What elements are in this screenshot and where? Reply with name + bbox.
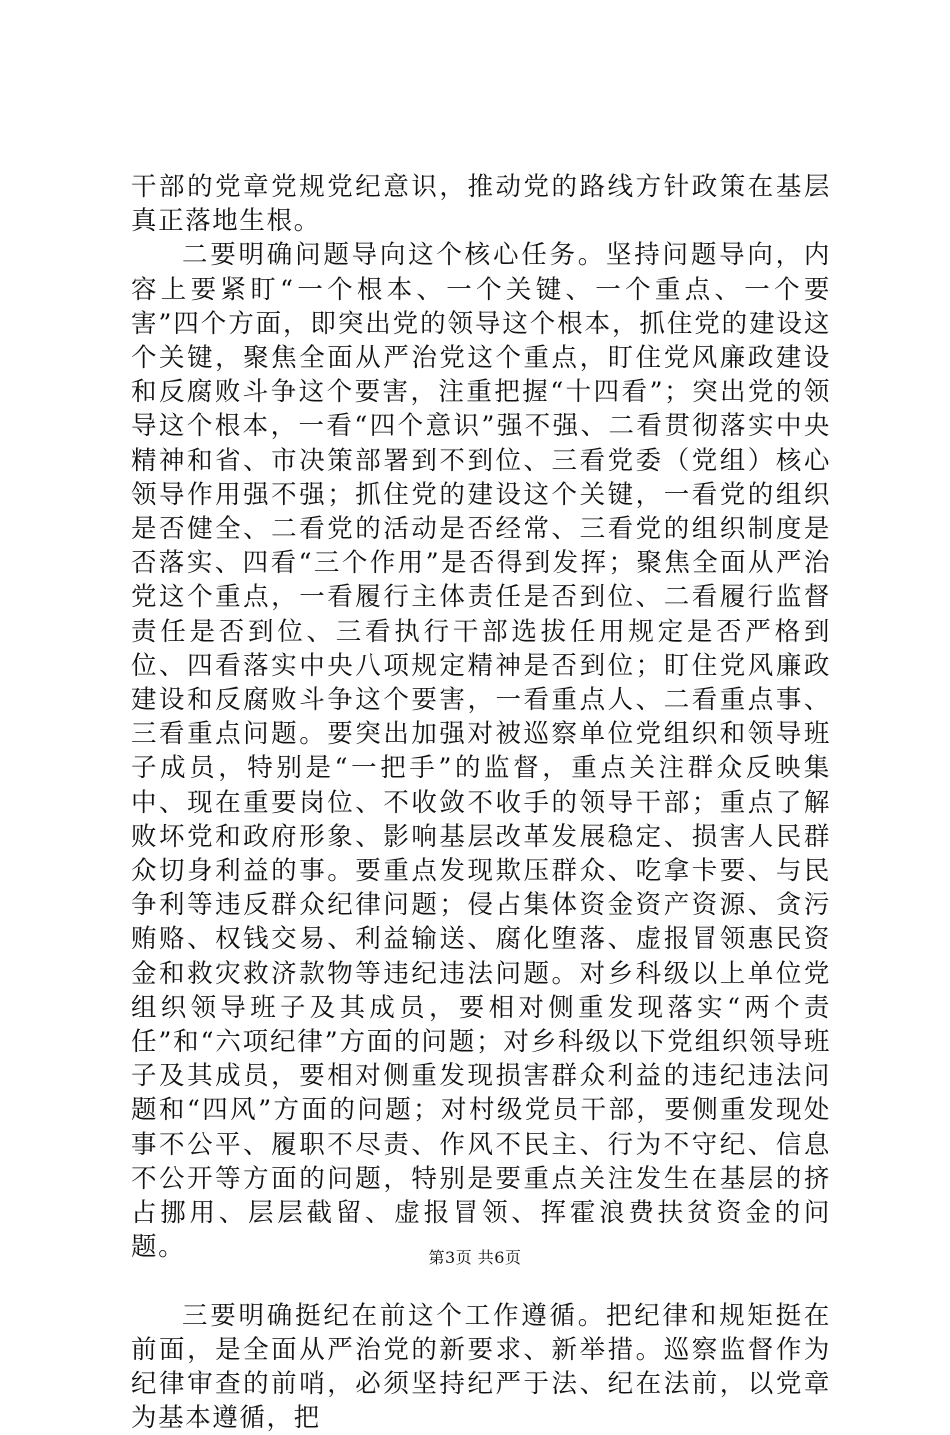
paragraph-problem-orientation: 二要明确问题导向这个核心任务。坚持问题导向，内容上要紧盯“一个根本、一个关键、一个重点、一个要害”四个方面，即突出党的领导这个根本，抓住党的建设这个关键，聚焦全面从严治党这个重点，盯住党风廉政建设和反腐败斗争这个要害，注重把握“十四看”；突出党的领导这个根本，一看“四个意识”强不强、二看贯彻落实中央精神和省、市决策部署到不到位、三看党委（党组）核心领导作用强不强；抓住党的建设这个关键，一看党的组织是否健全、二看党的活动是否经常、三看党的组织制度是否落实、四看“三个作用”是否得到发挥；聚焦全面从严治党这个重点，一看履行主体责任是否到位、二看履行监督责任是否到位、三看执行干部选拔任用规定是否严格到位、四看落实中央八项规定精神是否到位；盯住党风廉政建设和反腐败斗争这个要害，一看重点人、二看重点事、三看重点问题。要突出加强对被巡察单位党组织和领导班子成员，特别是“一把手”的监督，重点关注群众反映集中、现在重要岗位、不收敛不收手的领导干部；重点了解败坏党和政府形象、影响基层改革发展稳定、损害人民群众切身利益的事。要重点发现欺压群众、吃拿卡要、与民争利等违反群众纪律问题；侵占集体资金资产资源、贪污贿赂、权钱交易、利益输送、腐化堕落、虚报冒领惠民资金和救灾救济款物等违纪违法问题。对乡科级以上单位党组织领导班子及其成员，要相对侧重发现落实“两个责任”和“六项纪律”方面的问题；对乡科级以下党组织领导班子及其成员，要相对侧重发现损害群众利益的违纪违法问题和“四风”方面的问题；对村级党员干部，要侧重发现处事不公平、履职不尽责、作风不民主、行为不守纪、信息不公开等方面的问题，特别是要重点关注发生在基层的挤占挪用、层层截留、虚报冒领、挥霍浪费扶贫资金的问题。 [131,238,831,1264]
paragraph-continuation: 干部的党章党规党纪意识，推动党的路线方针政策在基层真正落地生根。 [131,170,831,238]
page-number-footer: 第3页 共6页 [0,1245,950,1268]
paragraph-discipline-first: 三要明确挺纪在前这个工作遵循。把纪律和规矩挺在前面，是全面从严治党的新要求、新举措。巡察监督作为纪律审查的前哨，必须坚持纪严于法、纪在法前，以党章为基本遵循，把 [131,1299,831,1435]
